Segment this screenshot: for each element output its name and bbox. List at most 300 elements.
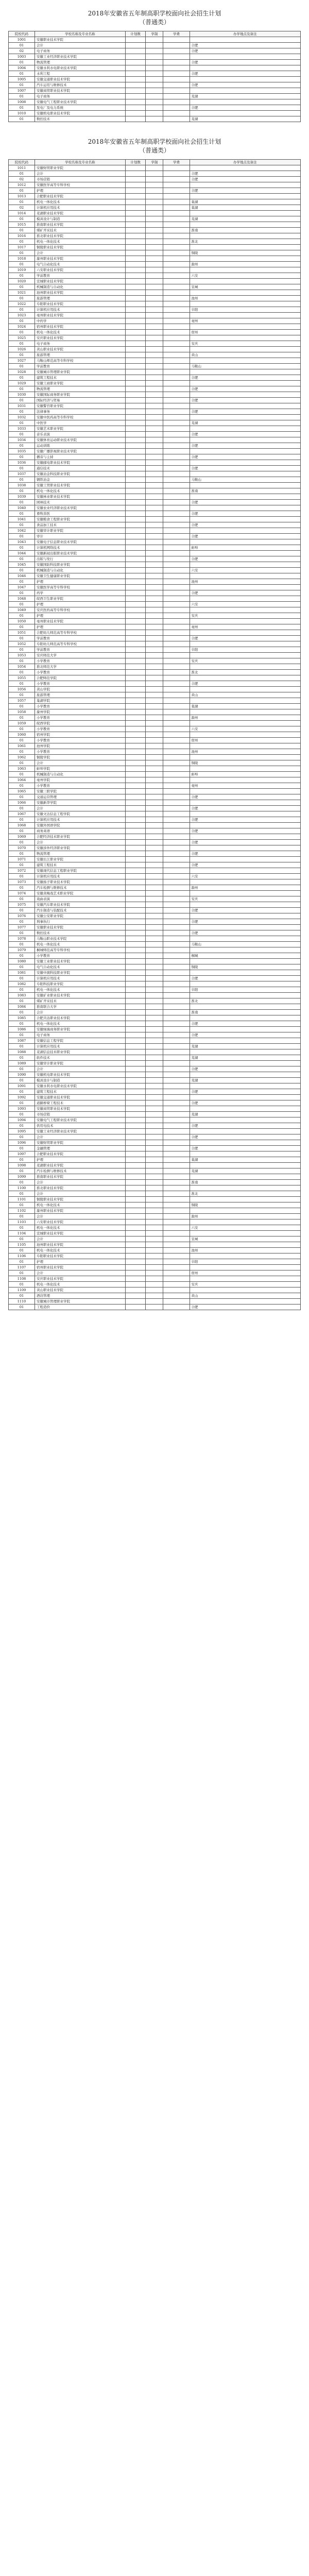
cell-years bbox=[146, 1236, 163, 1242]
cell-plan bbox=[125, 111, 146, 116]
cell-years bbox=[146, 749, 163, 755]
cell-fee bbox=[163, 1282, 190, 1287]
table-row bbox=[9, 1248, 301, 1253]
cell-years bbox=[146, 896, 163, 902]
cell-code: 1099 bbox=[9, 1174, 35, 1180]
cell-years bbox=[146, 777, 163, 783]
cell-plan bbox=[125, 868, 146, 874]
cell-years bbox=[146, 1100, 163, 1106]
cell-note bbox=[190, 732, 301, 738]
cell-note bbox=[190, 65, 301, 71]
cell-fee bbox=[163, 964, 190, 970]
cell-name: 护理 bbox=[35, 1157, 126, 1163]
cell-plan bbox=[125, 953, 146, 959]
cell-fee bbox=[163, 449, 190, 454]
cell-years bbox=[146, 1248, 163, 1253]
cell-code: 01 bbox=[9, 1078, 35, 1083]
cell-years bbox=[146, 630, 163, 636]
cell-fee bbox=[163, 794, 190, 800]
cell-code: 1016 bbox=[9, 233, 35, 239]
plan-table-part1-body bbox=[9, 37, 301, 122]
cell-years bbox=[146, 466, 163, 471]
cell-plan bbox=[125, 1253, 146, 1259]
cell-fee bbox=[163, 596, 190, 602]
cell-fee bbox=[163, 1197, 190, 1202]
title-line2-repeat: （普通类） bbox=[139, 147, 170, 154]
cell-note bbox=[190, 182, 301, 188]
plan-table-part2 bbox=[8, 159, 301, 1310]
cell-fee bbox=[163, 199, 190, 205]
header-code: 院校代码 bbox=[9, 160, 35, 165]
cell-code: 01 bbox=[9, 874, 35, 879]
cell-fee bbox=[163, 942, 190, 947]
cell-fee bbox=[163, 1140, 190, 1146]
cell-plan bbox=[125, 1231, 146, 1236]
cell-name: 旅游管理 bbox=[35, 296, 126, 301]
table-row bbox=[9, 766, 301, 772]
cell-code: 1045 bbox=[9, 562, 35, 568]
cell-years bbox=[146, 823, 163, 828]
cell-plan bbox=[125, 471, 146, 477]
header-note: 办学地点及备注 bbox=[190, 31, 301, 37]
cell-note bbox=[190, 811, 301, 817]
cell-fee bbox=[163, 1214, 190, 1219]
cell-years bbox=[146, 1112, 163, 1117]
cell-code: 1010 bbox=[9, 111, 35, 116]
table-row bbox=[9, 1083, 301, 1089]
table-row bbox=[9, 698, 301, 704]
cell-years bbox=[146, 1270, 163, 1276]
cell-code: 01 bbox=[9, 556, 35, 562]
cell-note bbox=[190, 970, 301, 976]
table-row bbox=[9, 868, 301, 874]
cell-name: 旅游管理 bbox=[35, 352, 126, 358]
cell-plan bbox=[125, 398, 146, 403]
cell-years bbox=[146, 324, 163, 330]
cell-plan bbox=[125, 88, 146, 94]
table-row bbox=[9, 1146, 301, 1151]
table-row bbox=[9, 653, 301, 658]
cell-note bbox=[190, 743, 301, 749]
cell-code: 01 bbox=[9, 284, 35, 290]
cell-code: 01 bbox=[9, 477, 35, 483]
cell-name: 黄山职业技术学院 bbox=[35, 347, 126, 352]
cell-note: 合肥 bbox=[190, 794, 301, 800]
cell-plan bbox=[125, 233, 146, 239]
cell-plan bbox=[125, 573, 146, 579]
cell-name: 阜阳职业技术学院 bbox=[35, 1253, 126, 1259]
cell-code: 1007 bbox=[9, 88, 35, 94]
table-row bbox=[9, 1304, 301, 1310]
cell-code: 01 bbox=[9, 1293, 35, 1299]
cell-years bbox=[146, 658, 163, 664]
cell-plan bbox=[125, 698, 146, 704]
cell-fee bbox=[163, 517, 190, 522]
cell-name: 安徽广播影视职业技术学院 bbox=[35, 449, 126, 454]
cell-years bbox=[146, 82, 163, 88]
cell-years bbox=[146, 307, 163, 313]
cell-years bbox=[146, 1174, 163, 1180]
cell-name: 发电厂及电力系统 bbox=[35, 105, 126, 111]
table-header-row bbox=[9, 31, 301, 37]
cell-note: 安庆 bbox=[190, 896, 301, 902]
cell-years bbox=[146, 755, 163, 760]
cell-plan bbox=[125, 630, 146, 636]
cell-fee bbox=[163, 1044, 190, 1049]
cell-years bbox=[146, 454, 163, 460]
cell-plan bbox=[125, 670, 146, 675]
table-row bbox=[9, 1185, 301, 1191]
cell-code: 01 bbox=[9, 964, 35, 970]
cell-fee bbox=[163, 534, 190, 539]
cell-note: 六安 bbox=[190, 273, 301, 279]
table-row bbox=[9, 573, 301, 579]
cell-years bbox=[146, 182, 163, 188]
table-row bbox=[9, 449, 301, 454]
cell-note bbox=[190, 981, 301, 987]
cell-note: 马鞍山 bbox=[190, 364, 301, 369]
cell-years bbox=[146, 48, 163, 54]
cell-years bbox=[146, 256, 163, 262]
cell-fee bbox=[163, 783, 190, 789]
cell-years bbox=[146, 290, 163, 296]
cell-fee bbox=[163, 613, 190, 619]
cell-years bbox=[146, 647, 163, 653]
cell-years bbox=[146, 1072, 163, 1078]
cell-note: 阜阳 bbox=[190, 987, 301, 993]
cell-note: 合肥 bbox=[190, 466, 301, 471]
cell-name: 芜湖信息技术职业学院 bbox=[35, 1049, 126, 1055]
cell-name: 安徽卫生健康职业学院 bbox=[35, 573, 126, 579]
cell-name: 安徽工业经济职业技术学院 bbox=[35, 1129, 126, 1134]
cell-name: 安徽矿业职业技术学院 bbox=[35, 993, 126, 998]
table-row bbox=[9, 1157, 301, 1163]
cell-note: 合肥 bbox=[190, 454, 301, 460]
cell-note: 铜陵 bbox=[190, 1202, 301, 1208]
cell-fee bbox=[163, 1117, 190, 1123]
cell-fee bbox=[163, 624, 190, 630]
cell-name: 安徽工业经济职业技术学院 bbox=[35, 54, 126, 60]
table-row bbox=[9, 993, 301, 998]
table-row bbox=[9, 891, 301, 896]
cell-name: 合肥职业技术学院 bbox=[35, 1151, 126, 1157]
cell-fee bbox=[163, 1061, 190, 1066]
cell-name: 会计 bbox=[35, 1214, 126, 1219]
cell-fee bbox=[163, 494, 190, 500]
cell-plan bbox=[125, 1282, 146, 1287]
cell-note: 安庆 bbox=[190, 658, 301, 664]
cell-fee bbox=[163, 840, 190, 845]
cell-plan bbox=[125, 182, 146, 188]
cell-code: 01 bbox=[9, 1180, 35, 1185]
cell-code: 01 bbox=[9, 783, 35, 789]
cell-note: 合肥 bbox=[190, 386, 301, 392]
cell-fee bbox=[163, 65, 190, 71]
cell-fee bbox=[163, 845, 190, 851]
cell-plan bbox=[125, 1163, 146, 1168]
cell-years bbox=[146, 1219, 163, 1225]
cell-fee bbox=[163, 1180, 190, 1185]
cell-plan bbox=[125, 205, 146, 211]
cell-name: 学前教育 bbox=[35, 364, 126, 369]
cell-note bbox=[190, 222, 301, 228]
cell-years bbox=[146, 794, 163, 800]
cell-years bbox=[146, 783, 163, 789]
cell-name: 巢湖学院 bbox=[35, 698, 126, 704]
cell-note: 合肥 bbox=[190, 171, 301, 177]
cell-fee bbox=[163, 403, 190, 409]
cell-note bbox=[190, 596, 301, 602]
cell-code: 1014 bbox=[9, 211, 35, 216]
cell-plan bbox=[125, 681, 146, 687]
cell-note bbox=[190, 1140, 301, 1146]
cell-fee bbox=[163, 743, 190, 749]
table-row bbox=[9, 721, 301, 726]
cell-code: 01 bbox=[9, 1168, 35, 1174]
cell-plan bbox=[125, 171, 146, 177]
cell-code: 01 bbox=[9, 919, 35, 925]
cell-code: 01 bbox=[9, 1112, 35, 1117]
cell-years bbox=[146, 1163, 163, 1168]
cell-note bbox=[190, 1208, 301, 1214]
cell-fee bbox=[163, 256, 190, 262]
cell-plan bbox=[125, 500, 146, 505]
cell-years bbox=[146, 1185, 163, 1191]
cell-note: 合肥 bbox=[190, 1123, 301, 1129]
cell-name: 安徽电子信息职业技术学院 bbox=[35, 539, 126, 545]
cell-plan bbox=[125, 942, 146, 947]
cell-note: 芜湖 bbox=[190, 1055, 301, 1061]
cell-years bbox=[146, 403, 163, 409]
cell-note: 铜陵 bbox=[190, 760, 301, 766]
cell-name: 市场营销 bbox=[35, 1112, 126, 1117]
cell-code: 1004 bbox=[9, 65, 35, 71]
cell-code: 01 bbox=[9, 692, 35, 698]
cell-years bbox=[146, 641, 163, 647]
cell-note bbox=[190, 755, 301, 760]
cell-name: 铜陵职业技术学院 bbox=[35, 245, 126, 250]
cell-note bbox=[190, 823, 301, 828]
cell-code: 1080 bbox=[9, 959, 35, 964]
cell-plan bbox=[125, 48, 146, 54]
cell-years bbox=[146, 273, 163, 279]
cell-plan bbox=[125, 1010, 146, 1015]
cell-fee bbox=[163, 48, 190, 54]
cell-fee bbox=[163, 415, 190, 420]
title-line1: 2018年安徽省五年制高职学校面向社会招生计划 bbox=[88, 10, 221, 17]
cell-code: 1053 bbox=[9, 653, 35, 658]
cell-fee bbox=[163, 862, 190, 868]
table-row bbox=[9, 976, 301, 981]
table-row bbox=[9, 1112, 301, 1117]
cell-code: 01 bbox=[9, 250, 35, 256]
cell-note: 阜阳 bbox=[190, 647, 301, 653]
cell-fee bbox=[163, 386, 190, 392]
cell-fee bbox=[163, 857, 190, 862]
cell-years bbox=[146, 318, 163, 324]
cell-name: 供用电技术 bbox=[35, 1123, 126, 1129]
cell-fee bbox=[163, 364, 190, 369]
cell-fee bbox=[163, 313, 190, 318]
cell-code: 1074 bbox=[9, 891, 35, 896]
cell-name: 机电一体化技术 bbox=[35, 239, 126, 245]
table-row bbox=[9, 471, 301, 477]
cell-fee bbox=[163, 811, 190, 817]
cell-years bbox=[146, 613, 163, 619]
cell-years bbox=[146, 772, 163, 777]
cell-code: 01 bbox=[9, 443, 35, 449]
table-row bbox=[9, 545, 301, 551]
cell-years bbox=[146, 919, 163, 925]
cell-code: 1040 bbox=[9, 505, 35, 511]
cell-note bbox=[190, 698, 301, 704]
cell-years bbox=[146, 709, 163, 715]
cell-note bbox=[190, 505, 301, 511]
cell-note bbox=[190, 936, 301, 942]
cell-code: 01 bbox=[9, 738, 35, 743]
cell-name: 建筑工程技术 bbox=[35, 375, 126, 381]
cell-years bbox=[146, 77, 163, 82]
cell-name: 数控技术 bbox=[35, 116, 126, 122]
cell-name: 通信技术 bbox=[35, 466, 126, 471]
cell-plan bbox=[125, 77, 146, 82]
cell-note bbox=[190, 1276, 301, 1282]
cell-code: 1094 bbox=[9, 1117, 35, 1123]
table-row bbox=[9, 88, 301, 94]
cell-plan bbox=[125, 1265, 146, 1270]
cell-plan bbox=[125, 1242, 146, 1248]
cell-years bbox=[146, 443, 163, 449]
cell-note bbox=[190, 111, 301, 116]
cell-code: 1003 bbox=[9, 54, 35, 60]
cell-fee bbox=[163, 1032, 190, 1038]
cell-years bbox=[146, 1208, 163, 1214]
cell-fee bbox=[163, 573, 190, 579]
header-note: 办学地点及备注 bbox=[190, 160, 301, 165]
cell-plan bbox=[125, 755, 146, 760]
cell-name: 安徽机电职业技术学院 bbox=[35, 1072, 126, 1078]
table-row bbox=[9, 460, 301, 466]
cell-code: 01 bbox=[9, 188, 35, 194]
cell-note bbox=[190, 1265, 301, 1270]
cell-note bbox=[190, 1242, 301, 1248]
table-row bbox=[9, 522, 301, 528]
cell-years bbox=[146, 619, 163, 624]
cell-fee bbox=[163, 301, 190, 307]
cell-code: 01 bbox=[9, 998, 35, 1004]
table-row bbox=[9, 116, 301, 122]
table-row bbox=[9, 1140, 301, 1146]
cell-note: 合肥 bbox=[190, 930, 301, 936]
cell-code: 1065 bbox=[9, 789, 35, 794]
cell-years bbox=[146, 1015, 163, 1021]
cell-years bbox=[146, 1089, 163, 1095]
cell-plan bbox=[125, 194, 146, 199]
cell-name: 小学教育 bbox=[35, 738, 126, 743]
cell-plan bbox=[125, 794, 146, 800]
table-row bbox=[9, 811, 301, 817]
cell-code: 1001 bbox=[9, 37, 35, 43]
cell-note: 合肥 bbox=[190, 534, 301, 539]
cell-plan bbox=[125, 766, 146, 772]
cell-fee bbox=[163, 94, 190, 99]
cell-code: 1084 bbox=[9, 1004, 35, 1010]
cell-years bbox=[146, 505, 163, 511]
cell-note: 合肥 bbox=[190, 48, 301, 54]
cell-fee bbox=[163, 250, 190, 256]
cell-code: 1077 bbox=[9, 925, 35, 930]
table-row bbox=[9, 386, 301, 392]
cell-plan bbox=[125, 840, 146, 845]
cell-note: 铜陵 bbox=[190, 250, 301, 256]
cell-note bbox=[190, 687, 301, 692]
cell-code: 01 bbox=[9, 647, 35, 653]
cell-plan bbox=[125, 1287, 146, 1293]
cell-fee bbox=[163, 726, 190, 732]
cell-note bbox=[190, 1027, 301, 1032]
cell-code: 1108 bbox=[9, 1276, 35, 1282]
table-row bbox=[9, 1021, 301, 1027]
cell-plan bbox=[125, 262, 146, 267]
cell-code: 1064 bbox=[9, 777, 35, 783]
cell-note bbox=[190, 437, 301, 443]
cell-note bbox=[190, 1185, 301, 1191]
cell-code: 1103 bbox=[9, 1219, 35, 1225]
table-row bbox=[9, 517, 301, 522]
cell-code: 01 bbox=[9, 681, 35, 687]
table-row bbox=[9, 256, 301, 262]
cell-note: 黄山 bbox=[190, 692, 301, 698]
cell-code: 1087 bbox=[9, 1038, 35, 1044]
table-row bbox=[9, 953, 301, 959]
cell-name: 计算机应用技术 bbox=[35, 976, 126, 981]
cell-code: 01 bbox=[9, 930, 35, 936]
cell-note: 合肥 bbox=[190, 840, 301, 845]
header-fee: 学费 bbox=[163, 31, 190, 37]
cell-fee bbox=[163, 602, 190, 607]
table-row bbox=[9, 1129, 301, 1134]
table-row bbox=[9, 1293, 301, 1299]
cell-plan bbox=[125, 1270, 146, 1276]
cell-note bbox=[190, 1038, 301, 1044]
cell-note bbox=[190, 245, 301, 250]
cell-years bbox=[146, 721, 163, 726]
cell-plan bbox=[125, 1004, 146, 1010]
cell-years bbox=[146, 1123, 163, 1129]
cell-name: 池州职业技术学院 bbox=[35, 290, 126, 296]
cell-plan bbox=[125, 488, 146, 494]
cell-fee bbox=[163, 1004, 190, 1010]
cell-name: 合肥职业技术学院 bbox=[35, 194, 126, 199]
table-row bbox=[9, 590, 301, 596]
cell-fee bbox=[163, 817, 190, 823]
cell-plan bbox=[125, 94, 146, 99]
cell-fee bbox=[163, 505, 190, 511]
cell-note: 芜湖 bbox=[190, 216, 301, 222]
header-code: 院校代码 bbox=[9, 31, 35, 37]
cell-years bbox=[146, 551, 163, 556]
cell-fee bbox=[163, 772, 190, 777]
cell-fee bbox=[163, 647, 190, 653]
cell-years bbox=[146, 1202, 163, 1208]
cell-name: 刑事执行 bbox=[35, 919, 126, 925]
cell-years bbox=[146, 1027, 163, 1032]
cell-plan bbox=[125, 335, 146, 341]
cell-years bbox=[146, 245, 163, 250]
cell-years bbox=[146, 675, 163, 681]
cell-name: 安徽职业技术学院 bbox=[35, 37, 126, 43]
cell-years bbox=[146, 1293, 163, 1299]
